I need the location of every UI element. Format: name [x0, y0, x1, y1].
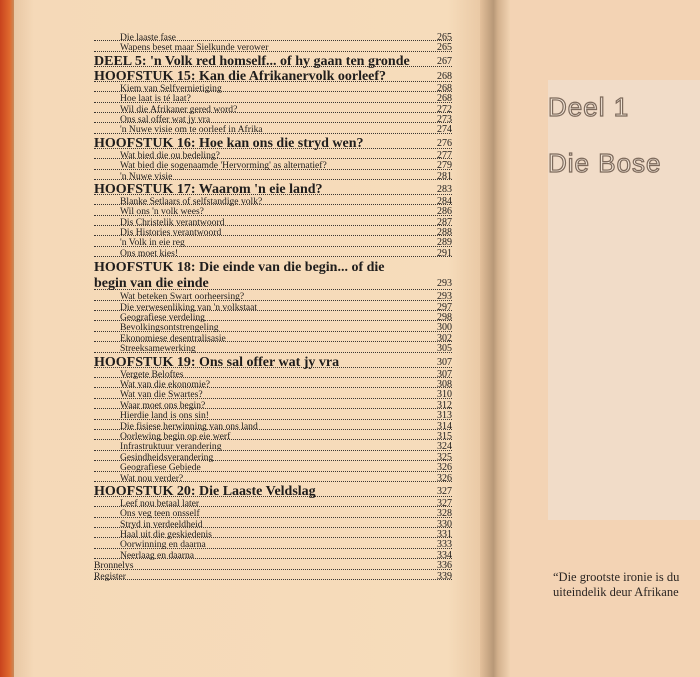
toc-page-number: 281: [437, 170, 452, 182]
toc-page-number: 277: [437, 149, 452, 161]
toc-page-number: 284: [437, 195, 452, 207]
book-gutter: [480, 0, 510, 677]
toc-section-a: [94, 33, 452, 259]
toc-entry-title: Die verwesenliking van 'n volkstaat: [120, 301, 258, 313]
toc-page-number: 336: [437, 560, 452, 572]
toc-entry-row: [94, 94, 452, 104]
toc-page-number: 327: [437, 497, 452, 509]
toc-entry-title: Streeksamewerking: [120, 343, 196, 355]
toc-page-number: 312: [437, 399, 452, 411]
toc-entry-title: HOOFSTUK 16: Hoe kan ons die stryd wen?: [94, 135, 364, 151]
toc-entry-title: Haal uit die geskiedenis: [120, 529, 212, 541]
toc-page-number: 267: [437, 55, 452, 67]
toc-chapter-row: [94, 182, 452, 197]
part-heading: Deel 1: [548, 92, 630, 122]
toc-entry-row: [94, 161, 452, 171]
toc-page-number: 268: [437, 82, 452, 94]
toc-entry-title: Register: [94, 570, 126, 582]
toc-page-number: 315: [437, 430, 452, 442]
toc-entry-row: [94, 572, 452, 582]
toc-entry-title: Blanke Setlaars of selfstandige volk?: [120, 195, 263, 207]
toc-page-number: 328: [437, 508, 452, 520]
part-title: Die Bose: [548, 148, 662, 178]
toc-page-number: 305: [437, 343, 452, 355]
toc-entry-title: 'n Nuwe visie: [120, 170, 173, 182]
toc-entry-title: Dis Christelik verantwoord: [120, 216, 225, 228]
toc-entry-title: HOOFSTUK 19: Ons sal offer wat jy vra: [94, 354, 340, 370]
toc-page-number: 276: [437, 137, 452, 149]
toc-entry-title: Die laaste fase: [120, 32, 176, 43]
toc-entry-title: Oorwinning en daarna: [120, 539, 206, 551]
toc-page-number: 287: [437, 216, 452, 228]
toc-entry-title: Oorlewing begin op eie werf: [120, 430, 231, 442]
chapter-18-line-1: HOOFSTUK 18: Die einde van die begin... of die: [94, 260, 385, 276]
toc-page-number: 279: [437, 160, 452, 172]
toc-entry-title: Wat bied die ou bedeling?: [120, 149, 220, 161]
toc-entry-row: [94, 551, 452, 561]
toc-page-number: 308: [437, 378, 452, 390]
toc-chapter-18: [94, 260, 452, 292]
toc-entry-title: Dis Histories verantwoord: [120, 227, 222, 239]
toc-page-number: 265: [437, 42, 452, 54]
chapter-18-line-2: begin van die einde: [94, 276, 209, 292]
toc-chapter-row: [94, 136, 452, 151]
toc-page-number: 272: [437, 103, 452, 115]
right-page-panel: [548, 80, 700, 520]
toc-page-number: 268: [437, 70, 452, 82]
toc-page-number: 333: [437, 539, 452, 551]
toc-page-number: 339: [437, 570, 452, 582]
toc-chapter-row: [94, 484, 452, 499]
toc-page-number: 286: [437, 206, 452, 218]
toc-entry-row: [94, 463, 452, 473]
toc-entry-row: [94, 125, 452, 135]
toc-page-number: 302: [437, 332, 452, 344]
toc-page-number: 313: [437, 410, 452, 422]
toc-page-number: 307: [437, 368, 452, 380]
toc-page-number: 288: [437, 227, 452, 239]
toc-page-number: 297: [437, 301, 452, 313]
toc-entry-title: Kiem van Selfvernietiging: [120, 82, 222, 94]
toc-entry-title: Infrastruktuur verandering: [120, 441, 222, 453]
toc-entry-title: HOOFSTUK 15: Kan die Afrikanervolk oorleef?: [94, 68, 387, 84]
toc-page-number: 298: [437, 312, 452, 324]
toc-entry-title: HOOFSTUK 17: Waarom 'n eie land?: [94, 181, 323, 197]
toc-entry-title: Ons sal offer wat jy vra: [120, 113, 211, 125]
toc-entry-title: Ekonomiese desentralisasie: [120, 332, 226, 344]
toc-page-number: 300: [437, 322, 452, 334]
toc-entry-title: Wat van die ekonomie?: [120, 378, 211, 390]
toc-page-number: 273: [437, 113, 452, 125]
chapter-18-line-2-row: [94, 276, 452, 292]
toc-chapter-row: [94, 69, 452, 84]
toc-entry-title: Wil ons 'n volk wees?: [120, 206, 204, 218]
toc-page-number: 334: [437, 549, 452, 561]
toc-entry-row: [94, 249, 452, 259]
toc-entry-row: [94, 43, 452, 53]
toc-page-number: 268: [437, 93, 452, 105]
toc-entry-title: 'n Nuwe visie om te oorleef in Afrika: [120, 124, 263, 136]
quote-line-2: uiteindelik deur Afrikane: [553, 585, 679, 599]
toc-page-number: 314: [437, 420, 452, 432]
toc-page-number: 326: [437, 472, 452, 484]
toc-entry-title: Wat nou verder?: [120, 472, 184, 484]
dot-leader: [94, 579, 452, 580]
toc-entry-title: Ons moet kies!: [120, 247, 179, 259]
toc-page-number: 291: [437, 247, 452, 259]
toc-page-number: 330: [437, 518, 452, 530]
toc-page-number: 310: [437, 389, 452, 401]
toc-page-number: 283: [437, 183, 452, 195]
toc-page-number: 327: [437, 485, 452, 497]
toc-page-number: 325: [437, 451, 452, 463]
chapter-18-page: 293: [437, 278, 452, 290]
toc-entry-title: Wil die Afrikaner gered word?: [120, 103, 238, 115]
toc-entry-title: 'n Volk in eie reg: [120, 237, 185, 249]
toc-section-b: [94, 292, 452, 582]
toc-chapter-row: [94, 54, 452, 69]
book-spine-edge: [0, 0, 14, 677]
toc-entry-title: Wapens beset maar Sielkunde verower: [120, 42, 269, 54]
toc-entry-title: Neerlaag en daarna: [120, 549, 195, 561]
toc-entry-title: Wat bied die sogenaamde 'Hervorming' as alternatief?: [120, 160, 327, 172]
toc-entry-title: Gesindheidsverandering: [120, 451, 214, 463]
table-of-contents: [94, 33, 452, 582]
toc-entry-title: Bevolkingsontstrengeling: [120, 322, 219, 334]
toc-entry-title: Hierdie land is ons sin!: [120, 410, 209, 422]
toc-page-number: 293: [437, 291, 452, 303]
toc-entry-title: Vergete Beloftes: [120, 368, 184, 380]
quote-line-1: “Die grootste ironie is du: [553, 570, 680, 584]
toc-page-number: 289: [437, 237, 452, 249]
toc-chapter-row: [94, 355, 452, 370]
toc-page-number: 326: [437, 462, 452, 474]
toc-entry-title: Bronnelys: [94, 560, 134, 572]
toc-page-number: 307: [437, 356, 452, 368]
toc-page-number: 274: [437, 124, 452, 136]
toc-entry-title: Geografiese Gebiede: [120, 462, 201, 474]
toc-entry-title: Leef nou betaal later: [120, 497, 200, 509]
toc-entry-row: [94, 344, 452, 354]
toc-entry-row: [94, 172, 452, 182]
toc-entry-title: Geografiese verdeling: [120, 312, 205, 324]
toc-entry-row: [94, 561, 452, 571]
toc-entry-title: Wat beteken Swart oorheersing?: [120, 291, 245, 303]
toc-page-number: 331: [437, 529, 452, 541]
dot-leader: [94, 569, 452, 570]
toc-page-number: 265: [437, 32, 452, 43]
toc-entry-title: DEEL 5: 'n Volk red homself... of hy gaan ten gronde: [94, 53, 410, 69]
toc-entry-title: HOOFSTUK 20: Die Laaste Veldslag: [94, 483, 316, 499]
toc-entry-row: [94, 474, 452, 484]
toc-entry-title: Wat van die Swartes?: [120, 389, 203, 401]
toc-entry-title: Hoe laat is té laat?: [120, 93, 191, 105]
toc-entry-title: Waar moet ons begin?: [120, 399, 206, 411]
toc-entry-title: Stryd in verdeeldheid: [120, 518, 203, 530]
toc-entry-row: [94, 411, 452, 421]
toc-page-number: 324: [437, 441, 452, 453]
toc-entry-title: Die fisiese herwinning van ons land: [120, 420, 258, 432]
toc-entry-title: Ons veg teen onsself: [120, 508, 200, 520]
